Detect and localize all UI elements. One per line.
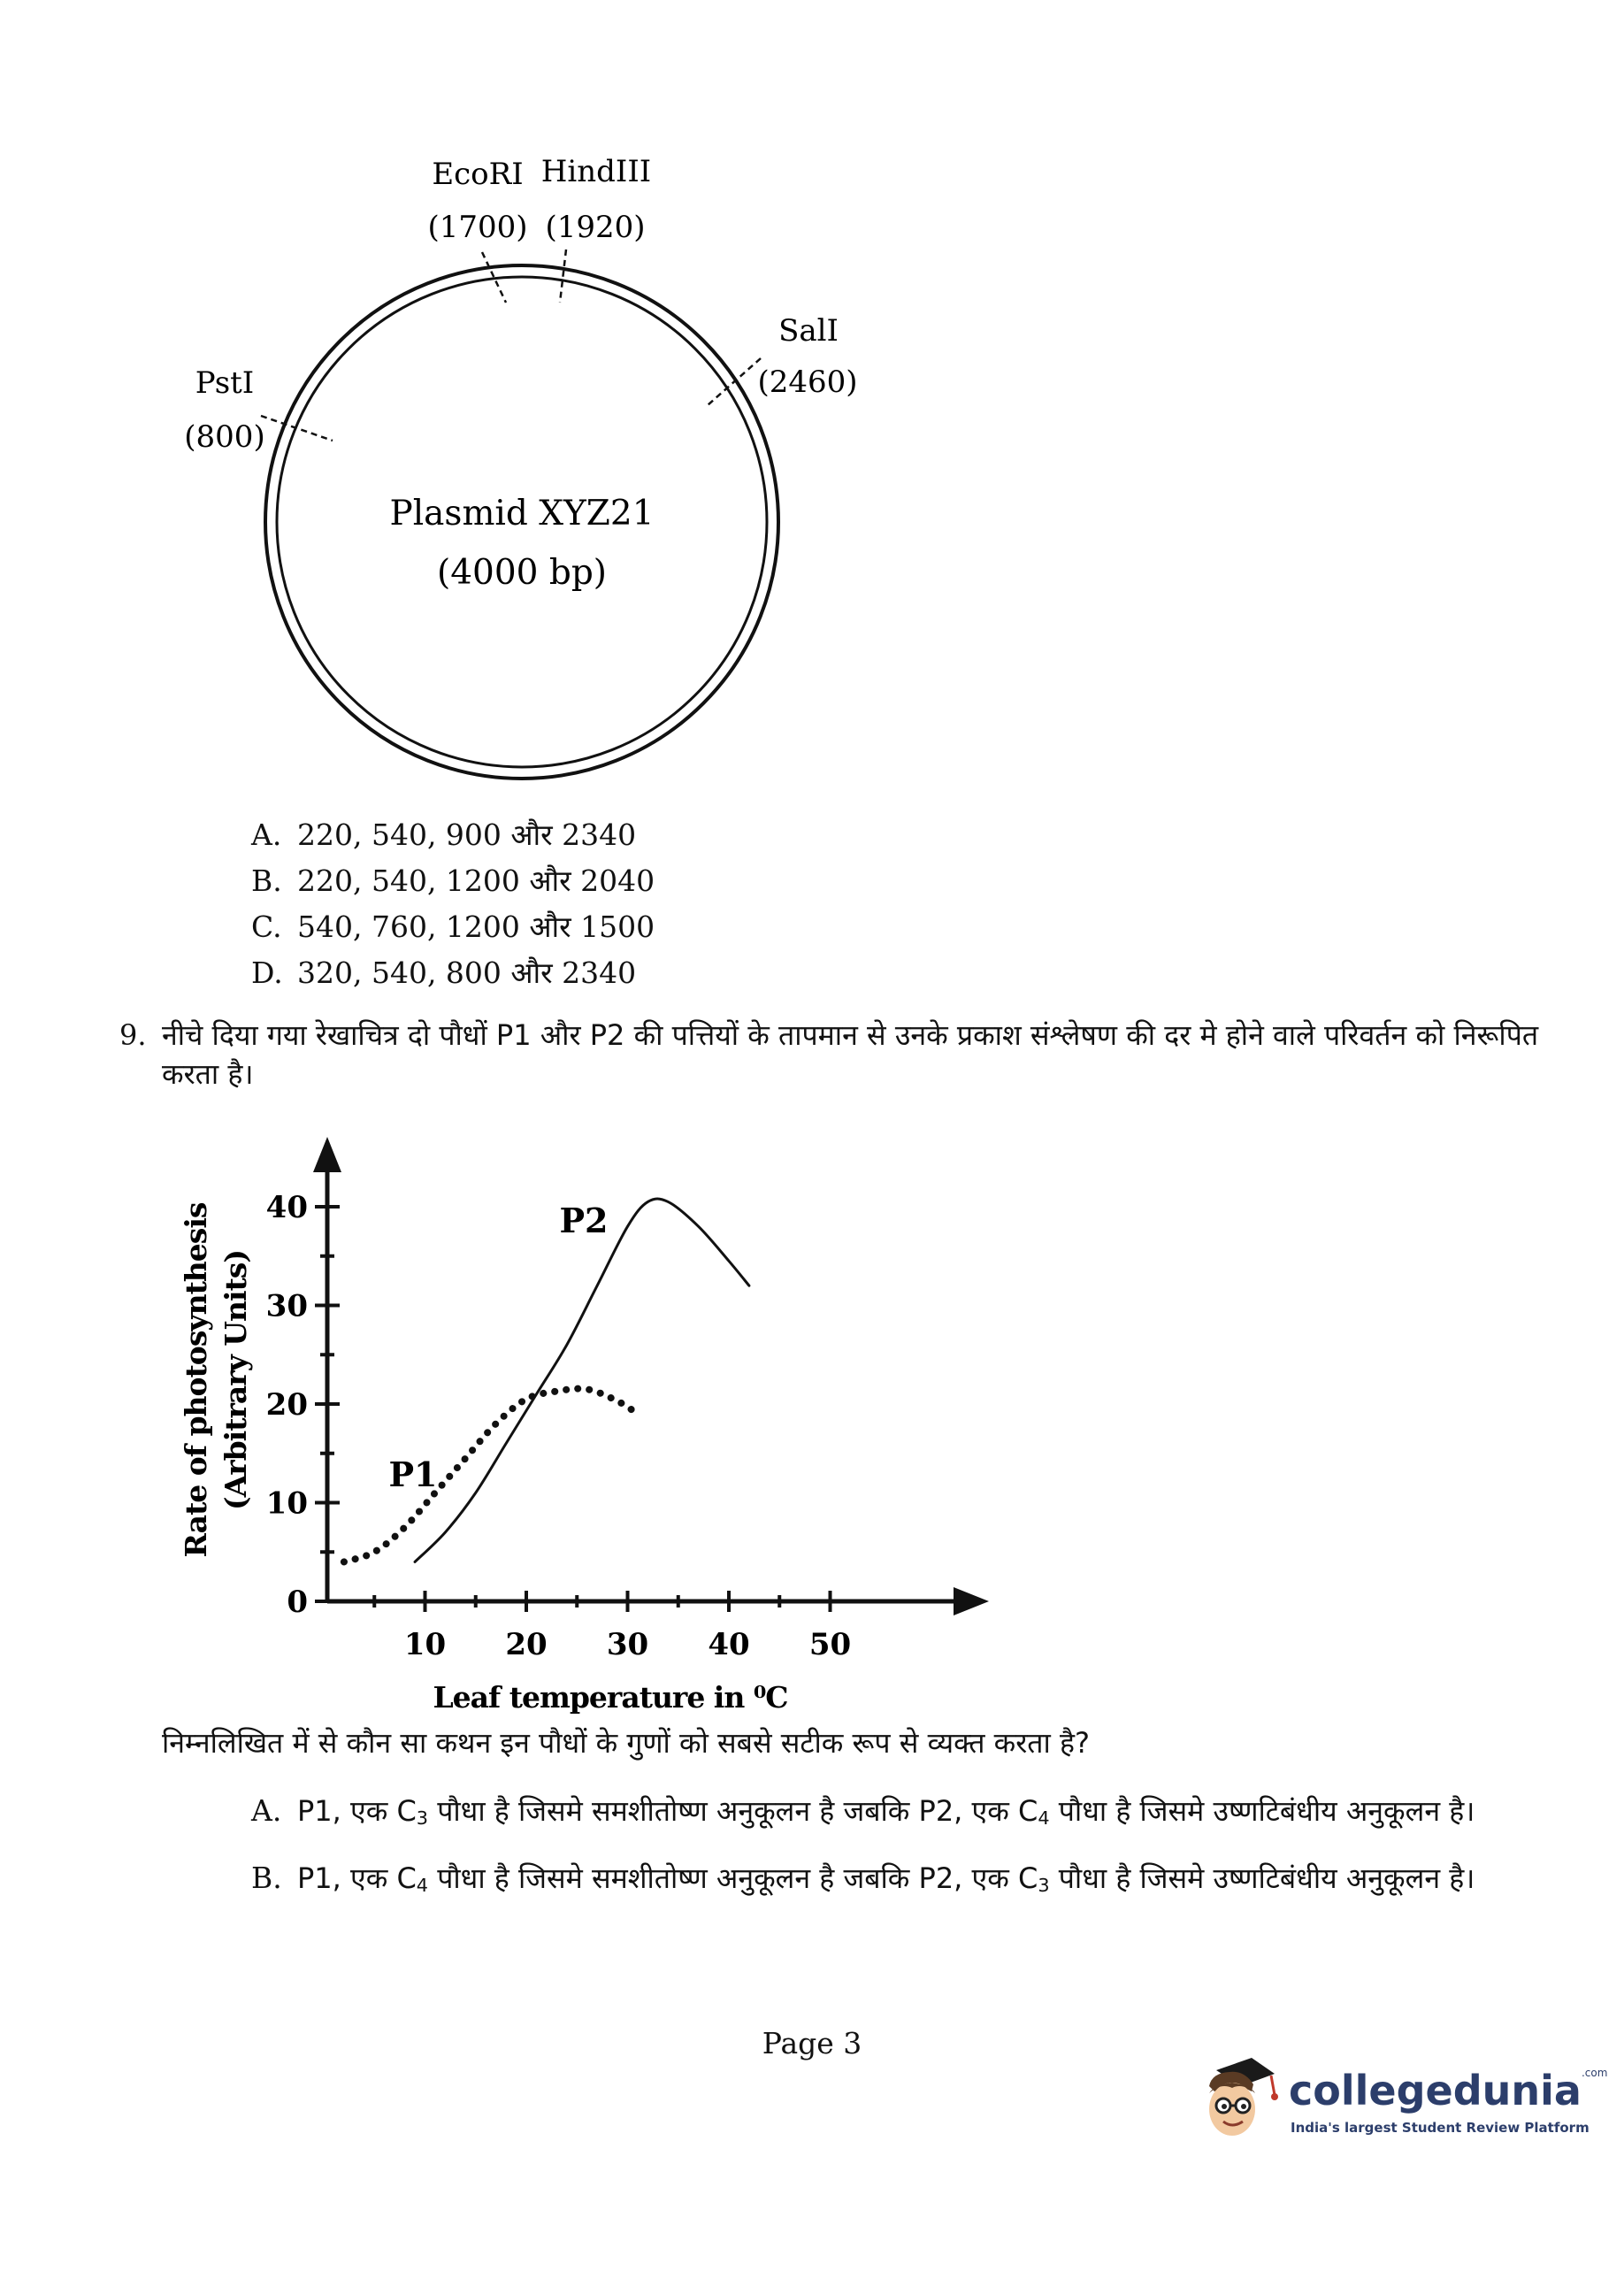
x-tick-label: 30 (606, 1627, 649, 1662)
q9-question: निम्नलिखित में से कौन सा कथन इन पौधों के गुणों को सबसे सटीक रूप से व्यक्त करता है? (162, 1726, 1090, 1760)
option-letter: B. (251, 863, 282, 898)
q9-option-a (251, 1791, 1543, 1838)
y-tick-label: 20 (265, 1387, 308, 1423)
sali-label: SalI (778, 313, 839, 349)
hindiii-marker (560, 249, 566, 303)
q9-number: 9. (119, 1018, 147, 1052)
y-axis-label: Rate of photosynthesis (179, 1202, 213, 1558)
option-letter: C. (251, 909, 282, 944)
brand-suffix: .com (1581, 2067, 1608, 2079)
option-text: 540, 760, 1200 और 1500 (297, 909, 655, 944)
y-axis-arrow (313, 1137, 341, 1172)
q9-text: नीचे दिया गया रेखाचित्र दो पौधों P1 और P2 की पत्तियों के तापमान से उनके प्रकाश संश्लेषण की दर मे होने वाले परिवर्तन को निरूपित करता है। (162, 1018, 1539, 1091)
option-letter: A. (251, 1793, 282, 1828)
psti-marker (261, 416, 333, 441)
option-letter: A. (251, 817, 282, 852)
y-tick-label: 0 (287, 1585, 308, 1620)
hindiii-label: HindIII (540, 154, 652, 189)
ecori-position: (1700) (427, 210, 528, 245)
subscript: 3 (416, 1807, 429, 1830)
option-text-part1: P1, एक C (297, 1861, 417, 1896)
x-tick-label: 40 (708, 1627, 750, 1662)
plasmid-diagram (0, 0, 973, 814)
option-text: 220, 540, 1200 और 2040 (297, 863, 655, 898)
series-label-p1: P1 (388, 1454, 438, 1494)
subscript: 3 (1038, 1875, 1050, 1897)
mascot-icon (1190, 2051, 1287, 2148)
option-text-part2: पौधा है जिसमे समशीतोष्ण अनुकूलन है जबकि P2, एक C (428, 1861, 1038, 1896)
q8-option-d (251, 950, 655, 996)
ecori-label: EcoRI (432, 157, 524, 192)
x-tick-label: 10 (403, 1627, 447, 1662)
x-axis-label: Leaf temperature in ⁰C (433, 1680, 788, 1715)
collegedunia-logo (1190, 2051, 1608, 2148)
x-axis-arrow (954, 1587, 989, 1615)
photosynthesis-chart (0, 1106, 1061, 1725)
x-tick-label: 50 (808, 1627, 852, 1662)
plasmid-size: (4000 bp) (436, 553, 608, 593)
option-text-part1: P1, एक C (297, 1794, 417, 1828)
y-tick-label: 10 (265, 1485, 308, 1522)
q9-option-b (251, 1858, 1543, 1906)
brand-text: collegedunia (1289, 2067, 1582, 2114)
q9-options (251, 1791, 1543, 1906)
q8-option-c (251, 904, 655, 950)
option-text (297, 1791, 1475, 1838)
option-letter: B. (251, 1861, 282, 1896)
q8-option-b (251, 858, 655, 904)
psti-position: (800) (184, 419, 265, 455)
y-tick-label: 40 (265, 1190, 308, 1225)
option-text-part3: पौधा है जिसमे उष्णटिबंधीय अनुकूलन है। (1049, 1794, 1475, 1828)
psti-label: PstI (195, 365, 255, 401)
series-line-p2 (415, 1199, 749, 1562)
option-text: 220, 540, 900 और 2340 (297, 817, 637, 852)
x-tick-label: 20 (505, 1627, 548, 1662)
option-text (297, 1858, 1475, 1906)
subscript: 4 (416, 1875, 429, 1897)
option-text-part3: पौधा है जिसमे उष्णटिबंधीय अनुकूलन है। (1049, 1861, 1475, 1896)
brand-name (1289, 2067, 1607, 2114)
y-tick-label: 30 (265, 1288, 308, 1324)
plasmid-name: Plasmid XYZ21 (389, 494, 655, 533)
subscript: 4 (1038, 1807, 1050, 1830)
q8-options (251, 812, 655, 996)
sali-position: (2460) (757, 364, 858, 400)
y-axis-label: (Arbitrary Units) (218, 1249, 253, 1511)
option-text-part2: पौधा है जिसमे समशीतोष्ण अनुकूलन है जबकि P2, एक C (428, 1794, 1038, 1828)
option-text: 320, 540, 800 और 2340 (297, 955, 637, 990)
brand-tagline: India's largest Student Review Platform (1291, 2120, 1590, 2136)
series-label-p2: P2 (559, 1201, 609, 1240)
q8-option-a (251, 812, 655, 858)
hindiii-position: (1920) (545, 210, 646, 245)
option-letter: D. (251, 955, 283, 990)
page-number: Page 3 (762, 2026, 862, 2060)
